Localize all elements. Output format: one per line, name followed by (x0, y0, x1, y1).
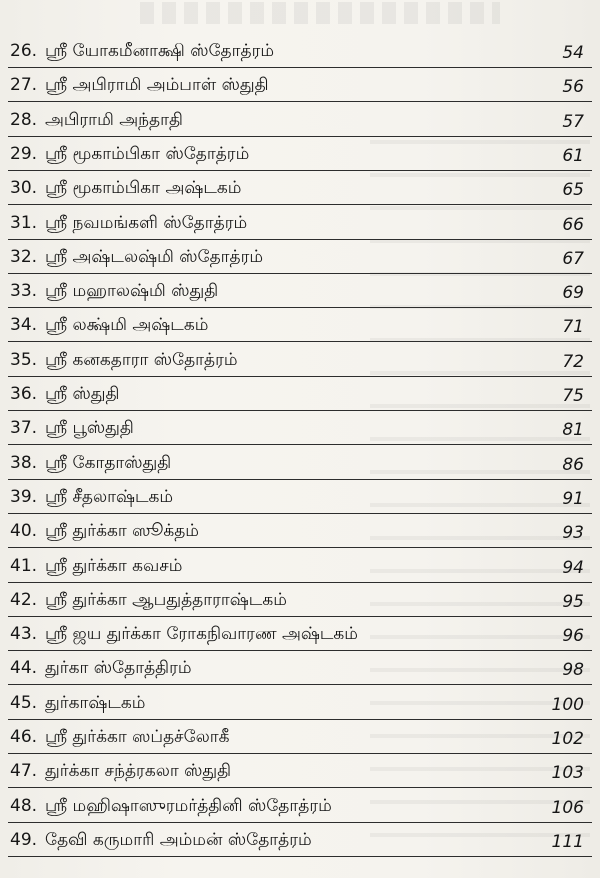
toc-row (0, 171, 600, 205)
toc-entry-title: ஸ்ரீ கோதாஸ்துதி (45, 452, 172, 473)
toc-entry-number: 42. (10, 589, 38, 610)
toc-entry-number: 49. (10, 829, 38, 850)
toc-entry-number: 32. (10, 246, 38, 267)
toc-entry-number: 40. (10, 521, 38, 542)
toc-entry-title: ஸ்ரீ துர்க்கா ஸூக்தம் (45, 521, 199, 542)
show-through-text-top (140, 2, 500, 24)
toc-entry-page-number: 66 (562, 214, 584, 235)
toc-entry-page-number: 57 (562, 111, 584, 132)
toc-entry-number: 27. (10, 75, 38, 96)
toc-row (0, 480, 600, 514)
toc-entry-number: 35. (10, 349, 38, 370)
toc-row (0, 789, 600, 823)
toc-entry-title: ஸ்ரீ துர்க்கா கவசம் (45, 555, 183, 576)
toc-entry-title: ஸ்ரீ பூஸ்துதி (45, 418, 134, 439)
toc-entry-number: 47. (10, 761, 38, 782)
toc-entry-page-number: 100 (551, 694, 584, 715)
toc-entry-page-number: 95 (562, 591, 584, 612)
toc-entry-page-number: 91 (562, 488, 584, 509)
toc-entry-number: 41. (10, 555, 38, 576)
toc-entry-page-number: 69 (562, 283, 584, 304)
toc-entry-page-number: 94 (562, 557, 584, 578)
toc-entry-title: ஸ்ரீ ஜய துர்க்கா ரோகநிவாரண அஷ்டகம் (45, 624, 358, 645)
toc-entry-page-number: 61 (562, 145, 584, 166)
toc-entry-page-number: 98 (562, 660, 584, 681)
toc-entry-number: 34. (10, 315, 38, 336)
toc-entry-title: அபிராமி அந்தாதி (45, 109, 183, 130)
toc-entry-page-number: 86 (562, 454, 584, 475)
toc-row (0, 686, 600, 720)
toc-entry-number: 33. (10, 281, 38, 302)
toc-entry-page-number: 96 (562, 626, 584, 647)
toc-entry-page-number: 111 (551, 831, 584, 852)
toc-entry-title: துர்காஷ்டகம் (45, 692, 146, 713)
toc-row (0, 206, 600, 240)
toc-row (0, 720, 600, 754)
row-divider-line (8, 856, 592, 857)
toc-entry-title: துர்கா ஸ்தோத்திரம் (45, 658, 192, 679)
toc-row (0, 274, 600, 308)
toc-entry-title: ஸ்ரீ கனகதாரா ஸ்தோத்ரம் (45, 349, 238, 370)
toc-entry-page-number: 106 (551, 797, 584, 818)
toc-entry-number: 26. (10, 41, 38, 61)
toc-entry-page-number: 67 (562, 248, 584, 269)
toc-entry-title: ஸ்ரீ துர்க்கா ஸப்தச்லோகீ (45, 727, 230, 747)
toc-entry-page-number: 65 (562, 180, 584, 201)
toc-entry-title: ஸ்ரீ அபிராமி அம்பாள் ஸ்துதி (45, 75, 269, 96)
toc-entry-number: 43. (10, 624, 38, 645)
toc-entry-page-number: 75 (562, 386, 584, 406)
toc-entry-title: ஸ்ரீ யோகமீனாக்ஷி ஸ்தோத்ரம் (45, 41, 275, 61)
toc-row (0, 377, 600, 411)
toc-entry-title: ஸ்ரீ லக்ஷ்மி அஷ்டகம் (45, 315, 209, 336)
toc-entry-number: 46. (10, 727, 38, 747)
toc-entry-number: 44. (10, 658, 38, 679)
toc-entry-number: 36. (10, 384, 38, 404)
toc-entry-page-number: 56 (562, 77, 584, 98)
toc-row (0, 240, 600, 274)
toc-entry-page-number: 103 (551, 763, 584, 784)
toc-entry-number: 30. (10, 178, 38, 199)
toc-row (0, 514, 600, 548)
toc-entry-page-number: 81 (562, 420, 584, 441)
toc-row (0, 34, 600, 68)
toc-entry-title: ஸ்ரீ மஹாலஷ்மி ஸ்துதி (45, 281, 219, 302)
toc-entry-number: 37. (10, 418, 38, 439)
toc-entry-title: ஸ்ரீ சீதலாஷ்டகம் (45, 486, 174, 507)
toc-entry-title: ஸ்ரீ நவமங்களி ஸ்தோத்ரம் (45, 212, 248, 233)
toc-row (0, 343, 600, 377)
toc-entry-title: ஸ்ரீ ஸ்துதி (45, 384, 120, 404)
toc-entry-title: ஸ்ரீ மஹிஷாஸுரமர்த்தினி ஸ்தோத்ரம் (45, 795, 332, 816)
toc-entry-title: ஸ்ரீ மூகாம்பிகா அஷ்டகம் (45, 178, 242, 199)
toc-row (0, 411, 600, 445)
toc-entry-number: 39. (10, 486, 38, 507)
toc-row (0, 103, 600, 137)
toc-entry-title: தேவி கருமாரி அம்மன் ஸ்தோத்ரம் (45, 829, 312, 850)
toc-entry-page-number: 102 (551, 729, 584, 749)
toc-row (0, 308, 600, 342)
toc-row (0, 549, 600, 583)
toc-entry-title: துர்க்கா சந்த்ரகலா ஸ்துதி (45, 761, 232, 782)
toc-entry-title: ஸ்ரீ துர்க்கா ஆபதுத்தாராஷ்டகம் (45, 589, 287, 610)
toc-row (0, 651, 600, 685)
toc-row (0, 446, 600, 480)
toc-entry-number: 28. (10, 109, 38, 130)
toc-entry-number: 38. (10, 452, 38, 473)
toc-row (0, 137, 600, 171)
toc-row (0, 754, 600, 788)
toc-entry-title: ஸ்ரீ அஷ்டலஷ்மி ஸ்தோத்ரம் (45, 246, 264, 267)
toc-entry-number: 45. (10, 692, 38, 713)
toc-entry-page-number: 72 (562, 351, 584, 372)
toc-entry-page-number: 54 (562, 43, 584, 63)
toc-entry-number: 48. (10, 795, 38, 816)
toc-row (0, 583, 600, 617)
toc-row (0, 617, 600, 651)
toc-entry-title: ஸ்ரீ மூகாம்பிகா ஸ்தோத்ரம் (45, 143, 250, 164)
toc-row (0, 823, 600, 857)
toc-entry-page-number: 71 (562, 317, 584, 338)
toc-entry-number: 29. (10, 143, 38, 164)
toc-row (0, 68, 600, 102)
toc-entry-number: 31. (10, 212, 38, 233)
toc-entry-page-number: 93 (562, 523, 584, 544)
